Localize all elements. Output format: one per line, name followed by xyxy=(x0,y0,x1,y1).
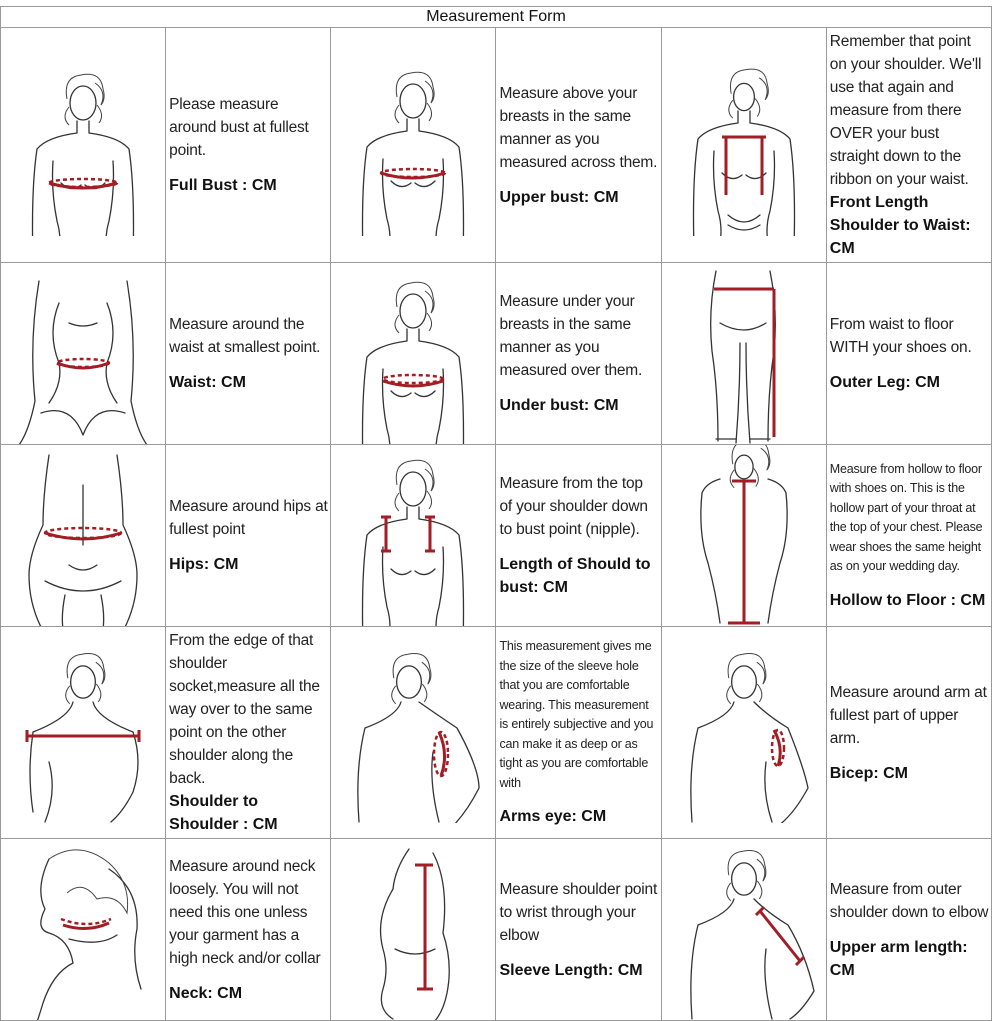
measurement-instruction: Measure under your breasts in the same manner as you measured over them. xyxy=(499,293,643,379)
hips-figure-icon xyxy=(9,445,157,626)
measurement-instruction: Remember that point on your shoulder. We'll use that again and measure from there OVER your bust straight down to the ribbon on your waist. xyxy=(829,33,982,188)
arms-eye-figure-icon xyxy=(339,642,487,823)
front-length-figure-icon xyxy=(670,55,818,236)
measurement-label: Outer Leg: CM xyxy=(829,374,940,391)
measurement-instruction: From the edge of that shoulder socket,measure all the way over to the same point on the other shoulder along the back. xyxy=(169,632,320,787)
measurement-instruction: This measurement gives me the size of the sleeve hole that you are comfortable wearing. This measurement is entirely subjective and you can make it as deep or as tight as you are comfortable with xyxy=(499,639,654,790)
figure-cell xyxy=(331,445,496,627)
instruction-cell xyxy=(826,839,991,1021)
instruction-cell xyxy=(496,263,661,445)
measurement-instruction: From waist to floor WITH your shoes on. xyxy=(829,316,972,356)
instruction-cell xyxy=(166,627,331,839)
figure-cell xyxy=(1,445,166,627)
under-bust-figure-icon xyxy=(339,263,487,444)
measurement-instruction: Measure from hollow to floor with shoes on. This is the hollow part of your throat at the top of your chest. Please wear shoes the same height as on your wedding day. xyxy=(829,461,983,573)
measurement-label: Under bust: CM xyxy=(499,397,619,414)
figure-cell xyxy=(1,28,166,263)
figure-cell xyxy=(1,839,166,1021)
instruction-cell xyxy=(826,28,991,263)
figure-cell xyxy=(661,839,826,1021)
measurement-row xyxy=(1,445,992,627)
sleeve-length-figure-icon xyxy=(339,839,487,1020)
measurement-label: Sleeve Length: CM xyxy=(499,961,643,979)
neck-figure-icon xyxy=(9,839,157,1020)
measurement-form xyxy=(0,6,992,1021)
measurement-instruction: Measure around arm at fullest part of upper arm. xyxy=(829,683,987,747)
instruction-cell xyxy=(826,627,991,839)
instruction-cell xyxy=(166,445,331,627)
measurement-label: Shoulder to Shoulder : CM xyxy=(169,793,278,833)
instruction-cell xyxy=(826,263,991,445)
measurement-table xyxy=(0,6,992,1021)
figure-cell xyxy=(661,445,826,627)
measurement-instruction: Measure around hips at fullest point xyxy=(169,498,328,538)
outer-leg-figure-icon xyxy=(670,263,818,444)
measurement-row xyxy=(1,263,992,445)
instruction-cell xyxy=(166,263,331,445)
measurement-label: Hips: CM xyxy=(169,556,239,573)
measurement-label: Upper arm length: CM xyxy=(829,938,968,979)
figure-cell xyxy=(661,627,826,839)
instruction-cell xyxy=(826,445,991,627)
waist-figure-icon xyxy=(9,263,157,444)
upper-arm-length-figure-icon xyxy=(670,839,818,1020)
measurement-label: Length of Should to bust: CM xyxy=(499,556,651,596)
measurement-label: Front Length Shoulder to Waist: CM xyxy=(829,194,971,257)
measurement-label: Arms eye: CM xyxy=(499,808,607,825)
figure-cell xyxy=(331,28,496,263)
figure-cell xyxy=(1,627,166,839)
form-title: Measurement Form xyxy=(1,7,992,28)
measurement-row xyxy=(1,627,992,839)
instruction-cell xyxy=(166,839,331,1021)
full-bust-figure-icon xyxy=(9,55,157,236)
measurement-label: Full Bust : CM xyxy=(169,177,277,194)
measurement-label: Upper bust: CM xyxy=(499,188,619,206)
measurement-instruction: Measure shoulder point to wrist through your elbow xyxy=(499,880,658,944)
instruction-cell xyxy=(496,627,661,839)
measurement-row xyxy=(1,839,992,1021)
measurement-instruction: Measure around the waist at smallest point. xyxy=(169,316,321,356)
measurement-label: Bicep: CM xyxy=(829,764,909,782)
shoulder-to-bust-figure-icon xyxy=(339,445,487,626)
hollow-to-floor-figure-icon xyxy=(670,445,818,626)
figure-cell xyxy=(331,627,496,839)
figure-cell xyxy=(661,263,826,445)
measurement-label: Neck: CM xyxy=(169,984,243,1002)
measurement-instruction: Measure from the top of your shoulder down to bust point (nipple). xyxy=(499,475,648,538)
measurement-label: Waist: CM xyxy=(169,374,246,391)
upper-bust-figure-icon xyxy=(339,55,487,236)
measurement-label: Hollow to Floor : CM xyxy=(829,591,986,609)
instruction-cell xyxy=(496,28,661,263)
figure-cell xyxy=(331,263,496,445)
measurement-instruction: Measure above your breasts in the same manner as you measured across them. xyxy=(499,84,658,171)
instruction-cell xyxy=(166,28,331,263)
measurement-instruction: Please measure around bust at fullest point. xyxy=(169,96,309,159)
measurement-row xyxy=(1,28,992,263)
bicep-figure-icon xyxy=(670,642,818,823)
instruction-cell xyxy=(496,839,661,1021)
measurement-instruction: Measure from outer shoulder down to elbow xyxy=(829,880,989,921)
instruction-cell xyxy=(496,445,661,627)
shoulder-to-shoulder-figure-icon xyxy=(9,642,157,823)
figure-cell xyxy=(1,263,166,445)
figure-cell xyxy=(661,28,826,263)
figure-cell xyxy=(331,839,496,1021)
measurement-instruction: Measure around neck loosely. You will not need this one unless your garment has a high neck and/or collar xyxy=(169,857,321,967)
